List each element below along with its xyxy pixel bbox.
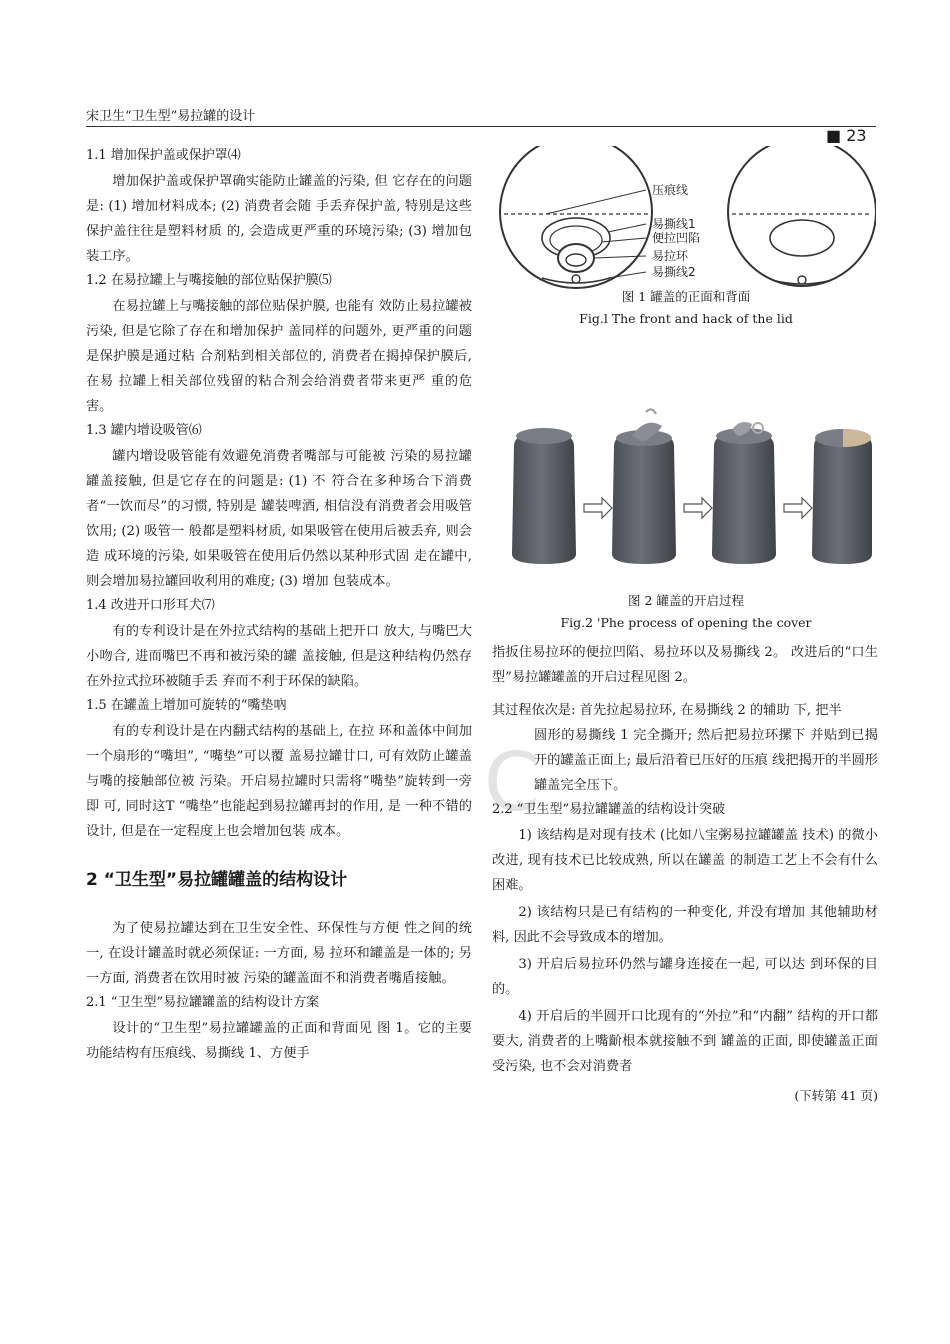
section-1-1-title: 1.1 增加保护盖或保护罩⑷ xyxy=(86,148,241,163)
section-2-1-title: 2.1 “卫生型”易拉罐罐盖的结构设计方案 xyxy=(86,995,320,1010)
arrow-3 xyxy=(784,498,812,518)
arrow-1 xyxy=(584,498,612,518)
continuation-paragraph-2-first-line: 其过程依次是: 首先拉起易拉环, 在易撕线 2 的辅助 下, 把半 xyxy=(492,703,842,718)
section-1-3-title: 1.3 罐内增设吸管⑹ xyxy=(86,423,202,438)
section-1-3-paragraph: 罐内增设吸管能有效避免消费者嘴部与可能被 污染的易拉罐罐盖接触, 但是它存在的问题是: (1) 不 符合在多种场合下消费者“一饮而尽”的习惯, 特别是 罐装啤酒, 相信没有消费者会用吸管饮用; (2) 吸管一 般都是塑料材质, 如果吸管在使用后被丢弃, 则会造 成环境的污染, 如果吸管在使用后仍然以某种形式固 走在罐中, 则会增加易拉罐回收利用的难度; (3) 增加 包装成本。 xyxy=(86,449,472,589)
leader-score-line xyxy=(546,190,646,214)
breakthrough-item-4: 4) 开启后的半圆开口比现有的“外拉”和“内翻” 结构的开口都要大, 消费者的上嘴齘根本就接触不到 罐盖的正面, 即使罐盖正面受污染, 也不会对消费者 xyxy=(492,1009,878,1074)
breakthrough-item-3: 3) 开启后易拉环仍然与罐身连接在一起, 可以达 到环保的目的。 xyxy=(492,957,878,997)
continued-on-page-note: (下转第 41 页) xyxy=(794,1088,878,1103)
label-pull-recess: 便拉凹陷 xyxy=(652,231,701,245)
label-tear-line-2: 易撕线2 xyxy=(652,265,696,279)
figure-1-caption xyxy=(496,286,876,330)
figure-1-lid-diagram xyxy=(496,146,876,296)
right-column xyxy=(492,640,878,1107)
section-1-1-paragraph: 增加保护盖或保护罩确实能防止罐盖的污染, 但 它存在的问题是: (1) 增加材料成本; (2) 消费者会随 手丢弃保护盖, 特别是这些保护盖往往是塑料材质 的, 会造成更严重的环境污染; (3) 增加包装工序。 xyxy=(86,174,472,264)
leader-tear-line-1 xyxy=(608,224,646,232)
section-1-5-paragraph: 有的专利设计是在内翻式结构的基础上, 在拉 环和盖体中间加一个扇形的“嘴坦”, “嘴垫”可以覆 盖易拉罐廿口, 可有效防止罐盖与嘴的接触部位被 污染。开启易拉罐时只需将“嘴垫”旋转到一旁即 可, 同时这T “嘴垫”也能起到易拉罐再封的作用, 是 一种不错的设计, 但是在一定程度上也会增加包装 成本。 xyxy=(86,724,472,839)
running-title: 宋卫生“卫生型”易拉罐的设计 xyxy=(86,109,256,124)
watermark-letter: C xyxy=(484,736,540,829)
label-tear-line-1: 易撕线1 xyxy=(652,217,696,231)
figure-1-caption-cn: 图 1 罐盖的正面和背面 xyxy=(621,289,751,304)
figure-2-caption-en: Fig.2 'Phe process of opening the cover xyxy=(560,615,812,630)
can-step-3 xyxy=(712,422,776,564)
continuation-paragraph-2-rest: 圆形的易撕线 1 完全撕开; 然后把易拉环摞下 并贴到已揭开的罐盖正面上; 最后沿着已压好的压痕 线把揭开的半圆形罐盖完全压下。 xyxy=(534,728,878,793)
label-pull-ring: 易拉环 xyxy=(652,249,689,263)
section-1-4-paragraph: 有的专利设计是在外拉式结构的基础上把开口 放大, 与嘴巴大小吻合, 进而嘴巴不再和被污染的罐 盖接触, 但是这种结构仍然存在外拉式拉环被随手丢 弃而不利于环保的缺陷。 xyxy=(86,624,472,689)
section-2-paragraph: 为了使易拉罐达到在卫生安全性、环保性与方便 性之间的统一, 在设计罐盖时就必须保证: 一方面, 易 拉环和罐盖是一体的; 另一方面, 消费者在饮用时被 污染的罐盖面不和消费者嘴盾接触。 xyxy=(86,921,472,986)
leader-tear-line-2 xyxy=(608,272,646,278)
breakthrough-item-2: 2) 该结构只是已有结构的一种变化, 并没有增加 其他辅助材料, 因此不会导致成本的增加。 xyxy=(492,905,878,945)
back-rivet xyxy=(798,276,806,284)
arrow-2 xyxy=(684,498,712,518)
page-number: ■ 23 xyxy=(826,126,867,145)
section-1-2-title: 1.2 在易拉罐上与嘴接触的部位贴保护膜⑸ xyxy=(86,273,332,288)
figure-1-caption-en: Fig.l The front and hack of the lid xyxy=(579,311,793,326)
pull-ring xyxy=(558,244,594,272)
section-1-2-paragraph: 在易拉罐上与嘴接触的部位贴保护膜, 也能有 效防止易拉罐被污染, 但是它除了存在和增加保护 盖同样的问题外, 更严重的问题是保护膜是通过粘 合剂粘到相关部位的, 消费者在揭掉保护膜后, 在易 拉罐上相关部位残留的粘合剂会给消费者带来更严 重的危害。 xyxy=(86,299,472,414)
figure-2-caption-cn: 图 2 罐盖的开启过程 xyxy=(628,593,744,608)
figure-2-opening-process xyxy=(506,406,872,576)
leader-recess xyxy=(602,238,646,242)
continuation-paragraph-1: 指扳住易拉环的便拉凹陷、易拉环以及易撕线 2。 改进后的“口生型”易拉罐罐盖的开启过程见图 2。 xyxy=(492,645,878,685)
breakthrough-item-1: 1) 该结构是对现有技术 (比如八宝粥易拉罐罐盖 技术) 的微小改进, 现有技术已比较成熟, 所以在罐盖 的制造工艺上不会有什么困难。 xyxy=(492,828,878,893)
section-1-4-title: 1.4 改进开口形耳犬⑺ xyxy=(86,598,215,613)
left-column xyxy=(86,146,472,1068)
figure-2-caption xyxy=(496,590,876,634)
lid-back-outline xyxy=(728,146,876,286)
section-2-1-paragraph: 设计的“卫生型”易拉罐罐盖的正面和背面见 图 1。它的主要功能结构有压痕线、易撕线 1、方便手 xyxy=(86,1021,472,1061)
can-step-1 xyxy=(512,428,576,564)
section-1-5-title: 1.5 在罐盖上增加可旋转的“嘴垫吶 xyxy=(86,698,287,713)
continuation-paragraph-2-wrap xyxy=(492,723,878,798)
section-2-2-title: 2.2 “卫生型”易拉罐罐盖的结构设计突破 xyxy=(492,802,726,817)
rivet xyxy=(572,275,580,283)
can-step-2 xyxy=(612,409,676,564)
back-tear-line xyxy=(770,220,834,256)
label-score-line: 压痕线 xyxy=(652,183,689,197)
section-2-heading: 2 “卫生型”易拉罐罐盖的结构设计 xyxy=(86,870,348,890)
running-header xyxy=(86,108,876,127)
can-step-4 xyxy=(812,429,872,564)
